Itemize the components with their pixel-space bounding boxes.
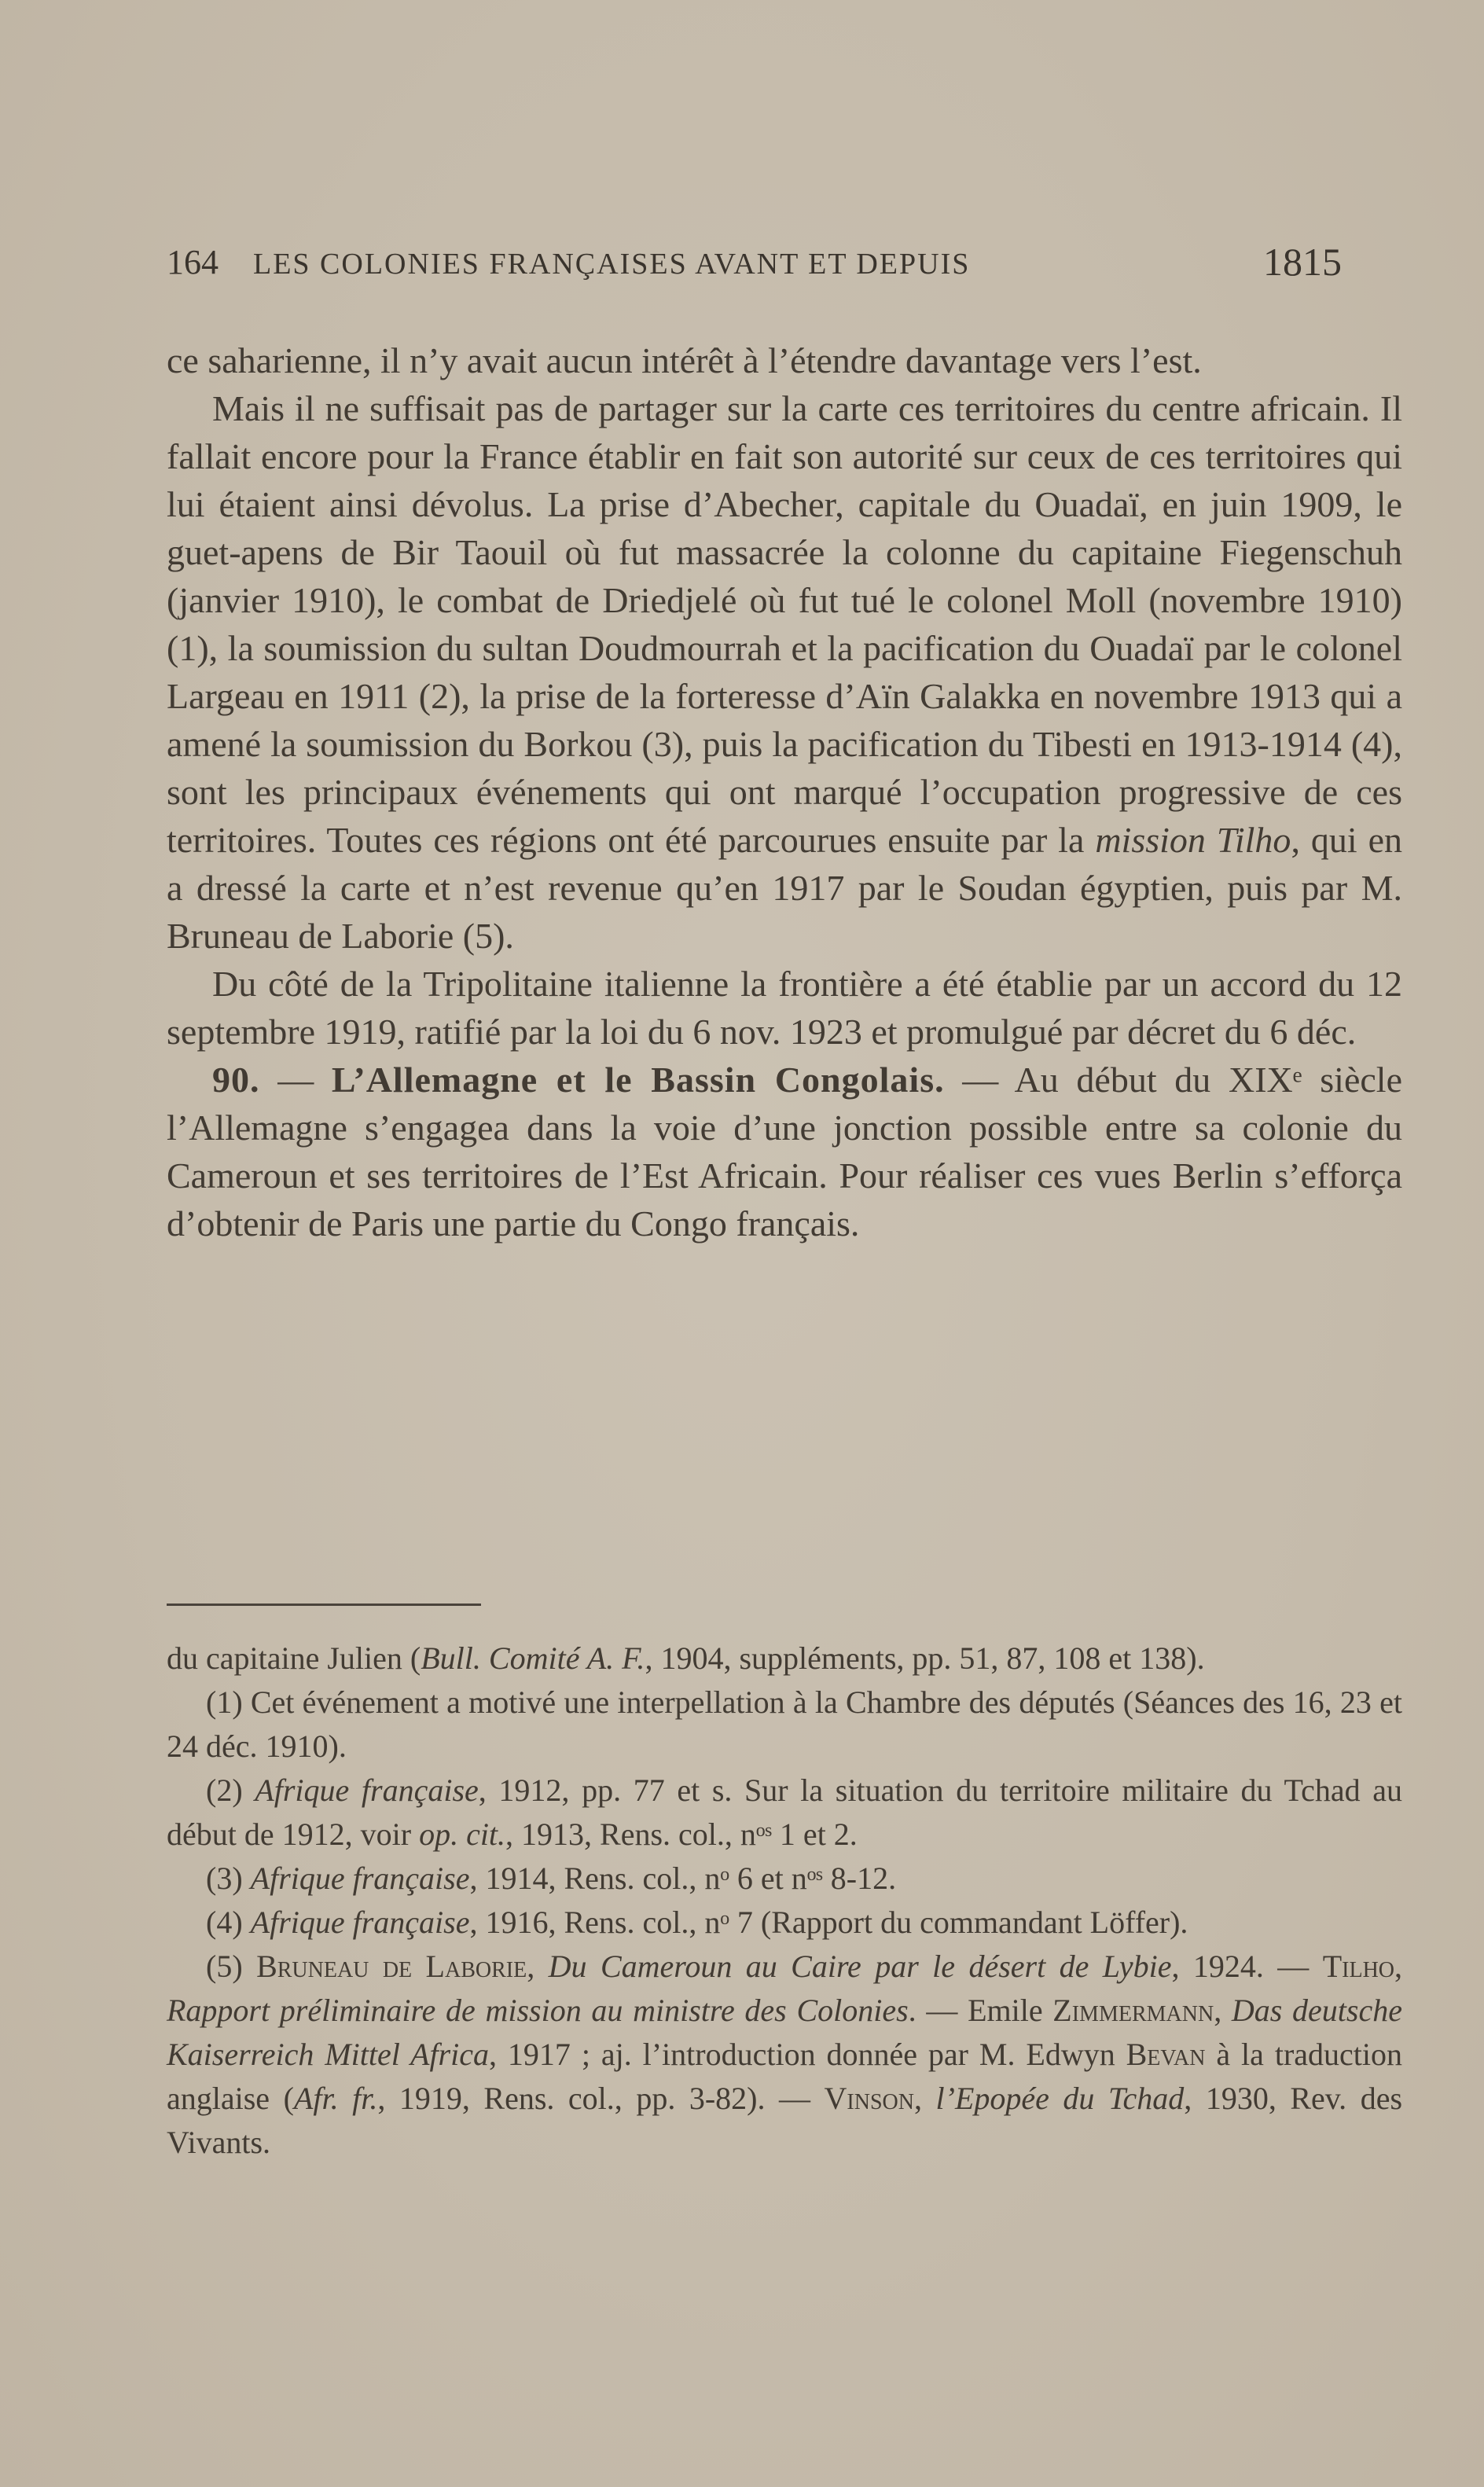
footnote-text: , (1214, 1993, 1232, 2028)
footnote (167, 1769, 1402, 1857)
page-number: 164 (167, 243, 219, 281)
italic-text: Bull. Comité A. F. (421, 1640, 645, 1676)
footnote-text: (2) (206, 1772, 255, 1808)
footnote-text: , 1913, Rens. col., nᵒˢ 1 et 2. (505, 1817, 858, 1852)
paragraph-text: Mais il ne suffisait pas de partager sur la carte ces territoires du centre africain. Il fallait encore pour la France établir en fait son autorité sur ceux de ces territoires qui lui étaient ainsi dévolus. La prise d’Abecher, capitale du Ouadaï, en juin 1909, le guet-apens de Bir Taouil où fut massacrée la colonne du capitaine Fiegenschuh (janvier 1910), le combat de Driedjelé où fut tué le colonel Moll (novembre 1910) (1), la soumission du sultan Doudmourrah et la pacification du Ouadaï par le colonel Largeau en 1911 (2), la prise de la forteresse d’Aïn Galakka en novembre 1913 qui a amené la soumission du Borkou (3), puis la pacification du Tibesti en 1913-1914 (4), sont les principaux événements qui ont marqué l’occupation progressive de ces territoires. Toutes ces régions ont été parcourues ensuite par la (167, 388, 1402, 860)
footnote-separator (167, 1604, 481, 1606)
footnote (167, 1637, 1402, 1681)
footnote-text: , 1904, suppléments, pp. 51, 87, 108 et 138). (645, 1640, 1205, 1676)
footnote-text: , 1914, Rens. col., nᵒ 6 et nᵒˢ 8-12. (469, 1861, 897, 1896)
footnote-text: , 1924. — (1171, 1949, 1323, 1984)
paragraph (167, 960, 1402, 1056)
section-title: L’Allemagne et le Bassin Congolais. (331, 1060, 945, 1100)
footnotes (167, 1637, 1402, 2165)
italic-text: Du Cameroun au Caire par le désert de Lybie (548, 1949, 1172, 1984)
italic-text: Afrique française (255, 1772, 479, 1808)
italic-text: Rapport préliminaire de mission au ministre des Colonies (167, 1993, 909, 2028)
italic-text: Das deutsche Kaiserreich Mittel Africa (167, 1993, 1402, 2072)
author-name: Bruneau de Laborie (256, 1949, 527, 1984)
footnote (167, 1681, 1402, 1769)
footnote-text: (3) (206, 1861, 251, 1896)
paragraph-text: ce saharienne, il n’y avait aucun intérêt à l’étendre davantage vers l’est. (167, 340, 1202, 380)
paragraph-text: , qui en a dressé la carte et n’est revenue qu’en 1917 par le Soudan égyptien, puis par M. Bruneau de Laborie (5). (167, 820, 1402, 956)
footnote-text: (1) Cet événement a motivé une interpellation à la Chambre des députés (Séances des 16, 23 et 24 déc. 1910). (167, 1684, 1402, 1764)
footnote-text: , 1919, Rens. col., pp. 3-82). — (377, 2081, 825, 2116)
italic-text: op. cit. (419, 1817, 506, 1852)
italic-text: l’Epopée du Tchad (935, 2081, 1185, 2116)
footnote-text: , 1912, pp. 77 et s. Sur la situation du territoire militaire du Tchad au début de 1912, voir (167, 1772, 1402, 1852)
footnote (167, 1945, 1402, 2165)
footnote-text: (5) (206, 1949, 257, 1984)
author-name: Zimmermann (1052, 1993, 1214, 2028)
paragraph (167, 384, 1402, 960)
footnote-text: du capitaine Julien ( (167, 1640, 421, 1676)
paragraph (167, 336, 1402, 384)
footnote-text: , 1916, Rens. col., nᵒ 7 (Rapport du commandant Löffer). (469, 1905, 1188, 1940)
author-name: Tilho (1322, 1949, 1395, 1984)
footnote-text: , 1930, Rev. des Vivants. (167, 2081, 1403, 2160)
footnote-text: , (914, 2081, 936, 2116)
footnote-text: à la traduction anglaise ( (167, 2037, 1402, 2116)
footnote (167, 1901, 1402, 1945)
italic-text: Afr. fr. (293, 2081, 378, 2116)
paragraph-text: — Au début du XIXᵉ siècle l’Allemagne s’engagea dans la voie d’une jonction possible entre sa colonie du Cameroun et ses territoires de l’Est Africain. Pour réaliser ces vues Berlin s’efforça d’obtenir de Paris une partie du Congo français. (167, 1060, 1402, 1244)
section-paragraph (167, 1056, 1402, 1247)
footnote-text: . — Emile (908, 1993, 1053, 2028)
italic-text: Afrique française (250, 1905, 470, 1940)
footnote-text: , (527, 1949, 549, 1984)
footnote-text: , 1917 ; aj. l’introduction donnée par M. Edwyn (489, 2037, 1126, 2072)
author-name: Bevan (1126, 2037, 1206, 2072)
author-name: Vinson (824, 2081, 914, 2116)
italic-text: mission Tilho (1095, 820, 1291, 860)
running-title: LES COLONIES FRANÇAISES AVANT ET DEPUIS (253, 248, 971, 281)
section-dash: — (259, 1060, 332, 1100)
section-number: 90. (212, 1060, 260, 1100)
footnote-text: (4) (206, 1905, 251, 1940)
footnote-text: , (1394, 1949, 1403, 1984)
italic-text: Afrique française (250, 1861, 470, 1896)
footnote (167, 1857, 1402, 1901)
running-header (167, 236, 1342, 299)
paragraph-text: Du côté de la Tripolitaine italienne la frontière a été établie par un accord du 12 septembre 1919, ratifié par la loi du 6 nov. 1923 et promulgué par décret du 6 déc. (167, 964, 1402, 1052)
running-title-year: 1815 (1263, 240, 1342, 284)
main-text (167, 336, 1402, 1247)
